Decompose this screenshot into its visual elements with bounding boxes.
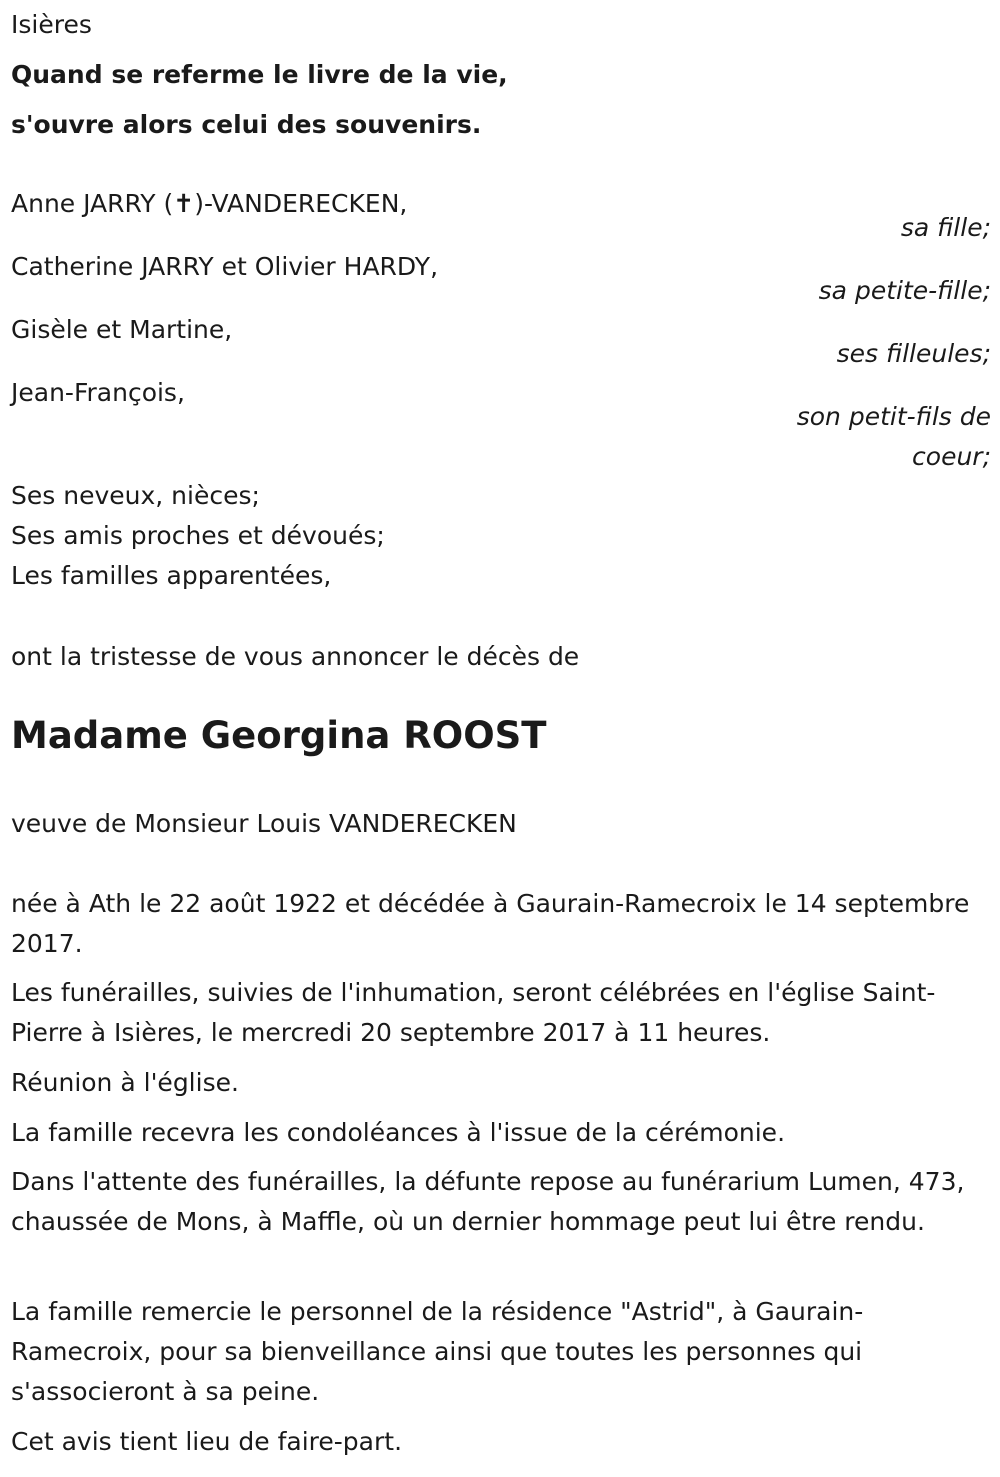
family-member-role-line-1: son petit-fils de [796, 402, 991, 431]
paragraph-condolences: La famille recevra les condoléances à l'issue de la cérémonie. [11, 1118, 786, 1147]
paragraph-birth-death: née à Ath le 22 août 1922 et décédée à Gaurain-Ramecroix le 14 septembre 2017. [11, 889, 970, 958]
paragraph-closing: Cet avis tient lieu de faire-part. [11, 1427, 403, 1456]
relatives-line: Ses amis proches et dévoués; [11, 521, 385, 550]
family-member-role: sa petite-fille; [818, 276, 991, 305]
family-member-role: sa fille; [900, 213, 991, 242]
family-member-name: Anne JARRY (✝)-VANDERECKEN, [11, 189, 408, 218]
paragraph-meeting: Réunion à l'église. [11, 1068, 239, 1097]
location-header: Isières [11, 10, 92, 39]
widow-of-text: veuve de Monsieur Louis VANDERECKEN [11, 809, 517, 838]
family-member-role: ses filleules; [836, 339, 991, 368]
family-member-name: Jean-François, [11, 378, 185, 407]
paragraph-funeral: Les funérailles, suivies de l'inhumation, seront célébrées en l'église Saint-Pierre à Isières, le mercredi 20 septembre 2017 à 11 heures. [11, 978, 936, 1047]
relatives-line: Les familles apparentées, [11, 561, 332, 590]
quote-line-1: Quand se referme le livre de la vie, [11, 60, 508, 89]
family-member-name: Gisèle et Martine, [11, 315, 233, 344]
family-member-name: Catherine JARRY et Olivier HARDY, [11, 252, 439, 281]
announcement-text: ont la tristesse de vous annoncer le décès de [11, 642, 580, 671]
family-member-role-line-2: coeur; [912, 442, 991, 471]
paragraph-funerarium: Dans l'attente des funérailles, la défunte repose au funérarium Lumen, 473, chaussée de Mons, à Maffle, où un dernier hommage peut lui être rendu. [11, 1167, 965, 1236]
quote-line-2: s'ouvre alors celui des souvenirs. [11, 110, 482, 139]
paragraph-thanks: La famille remercie le personnel de la résidence "Astrid", à Gaurain-Ramecroix, pour sa bienveillance ainsi que toutes les personnes qui s'associeront à sa peine. [11, 1297, 864, 1406]
deceased-name: Madame Georgina ROOST [11, 714, 547, 757]
relatives-line: Ses neveux, nièces; [11, 481, 260, 510]
